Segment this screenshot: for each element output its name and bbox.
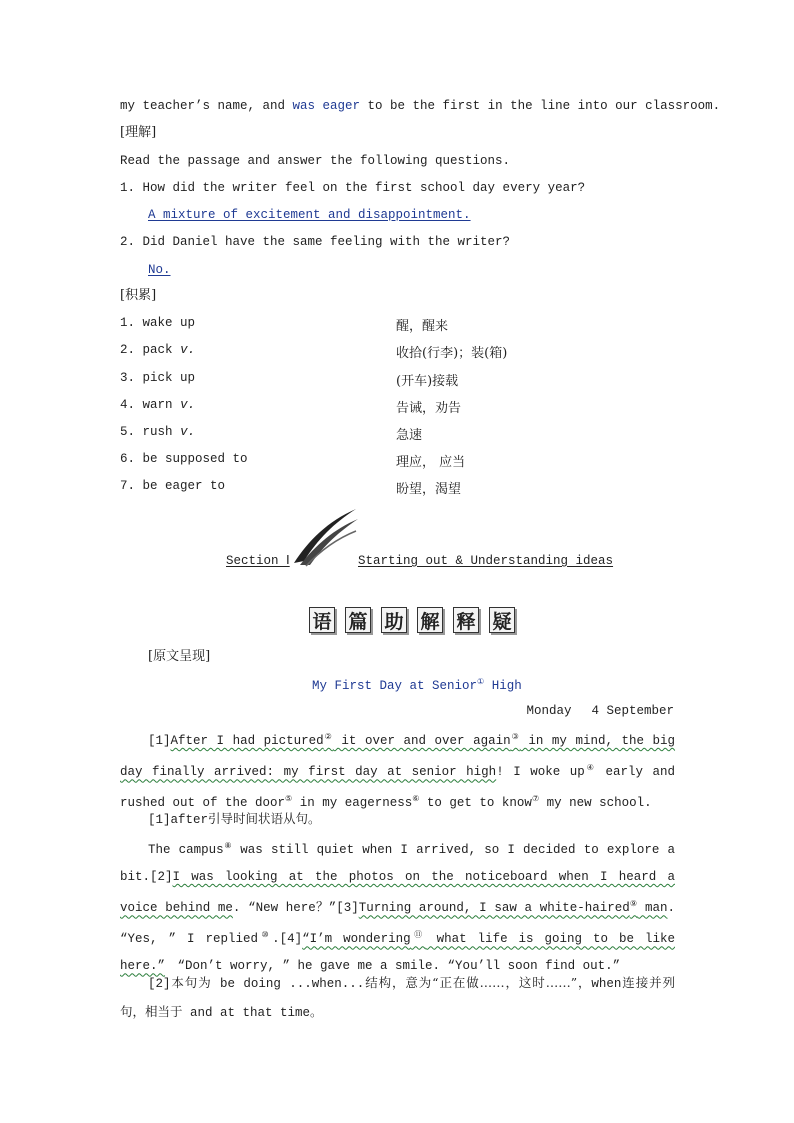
vocab-meaning: 告诫，劝告 — [396, 401, 462, 416]
vocab-term: be supposed to — [142, 452, 248, 466]
vocab-num: 5. — [120, 425, 136, 439]
vocab-pos: v. — [180, 398, 196, 412]
section-label: Section Ⅰ — [226, 554, 290, 568]
passage-date: Monday 4 September — [526, 704, 674, 718]
vocab-meaning: 理应， 应当 — [396, 455, 466, 470]
accumulate-heading: [积累] — [120, 288, 157, 303]
note-2: [2]本句为 be doing ...when...结构，意为“正在做……，这时……”，when连接并列句，相当于 and at that time。 — [120, 975, 675, 1020]
question-2: 2. Did Daniel have the same feeling with the writer? — [120, 235, 511, 249]
paragraph-2: The campus⑧ was still quiet when I arrived, so I decided to explore a bit.[2]I was looking at the photos on the noticeboard when I heard a voice behind me. “New here？”[3]Turning around, I saw a white-haired⑨ man. “Yes, ” I replied⑩.[4]“I’m wondering⑪ what life is going to be like here.” “Don’t worry, ” he gave me a smile. “You’ll soon find out.” — [120, 842, 676, 974]
answer-1: A mixture of excitement and disappointment. — [148, 208, 471, 222]
vocab-term: pack — [142, 343, 173, 357]
vocab-meaning: 醒，醒来 — [396, 319, 449, 334]
swoosh-icon — [290, 505, 362, 567]
vocab-num: 6. — [120, 452, 136, 466]
section-title: Starting out & Understanding ideas — [358, 554, 614, 568]
note-1: [1]after引导时间状语从句。 — [148, 811, 321, 827]
question-1: 1. How did the writer feel on the first school day every year? — [120, 181, 586, 195]
banner-char: 释 — [453, 607, 479, 633]
section-banner — [309, 607, 515, 633]
passage-title: My First Day at Senior① High — [312, 678, 522, 694]
intro-pre: my teacher’s name, and — [120, 99, 293, 113]
vocab-meaning: 急速 — [396, 428, 423, 443]
vocab-pos: v. — [180, 343, 196, 357]
vocab-num: 4. — [120, 398, 136, 412]
vocab-meaning: (开车)接载 — [396, 374, 459, 389]
original-heading: [原文呈现] — [148, 649, 211, 664]
understand-instruction: Read the passage and answer the following questions. — [120, 154, 511, 168]
vocab-meaning: 盼望，渴望 — [396, 482, 462, 497]
vocab-num: 2. — [120, 343, 136, 357]
banner-char: 篇 — [345, 607, 371, 633]
vocab-meaning: 收拾(行李)；装(箱) — [396, 346, 508, 361]
banner-char: 语 — [309, 607, 335, 633]
banner-char: 疑 — [489, 607, 515, 633]
answer-2: No. — [148, 263, 171, 277]
vocab-num: 7. — [120, 479, 136, 493]
vocab-num: 1. — [120, 316, 136, 330]
vocab-term: wake up — [142, 316, 196, 330]
banner-char: 助 — [381, 607, 407, 633]
vocab-term: be eager to — [142, 479, 226, 493]
vocab-term: warn — [142, 398, 173, 412]
vocab-term: pick up — [142, 371, 196, 385]
vocab-term: rush — [142, 425, 173, 439]
banner-char: 解 — [417, 607, 443, 633]
intro-post: to be the first in the line into our classroom. — [360, 99, 721, 113]
paragraph-1: [1]After I had pictured② it over and over again③ in my mind, the big day finally arrived: my first day at senior high! I woke up④ early and rushed out of the door⑤ in my eagerness⑥ to get to know⑦ my new school. — [120, 733, 676, 811]
intro-highlight: was eager — [292, 99, 361, 113]
vocab-num: 3. — [120, 371, 136, 385]
vocab-pos: v. — [180, 425, 196, 439]
intro-line — [120, 98, 720, 114]
understand-heading: [理解] — [120, 125, 157, 140]
